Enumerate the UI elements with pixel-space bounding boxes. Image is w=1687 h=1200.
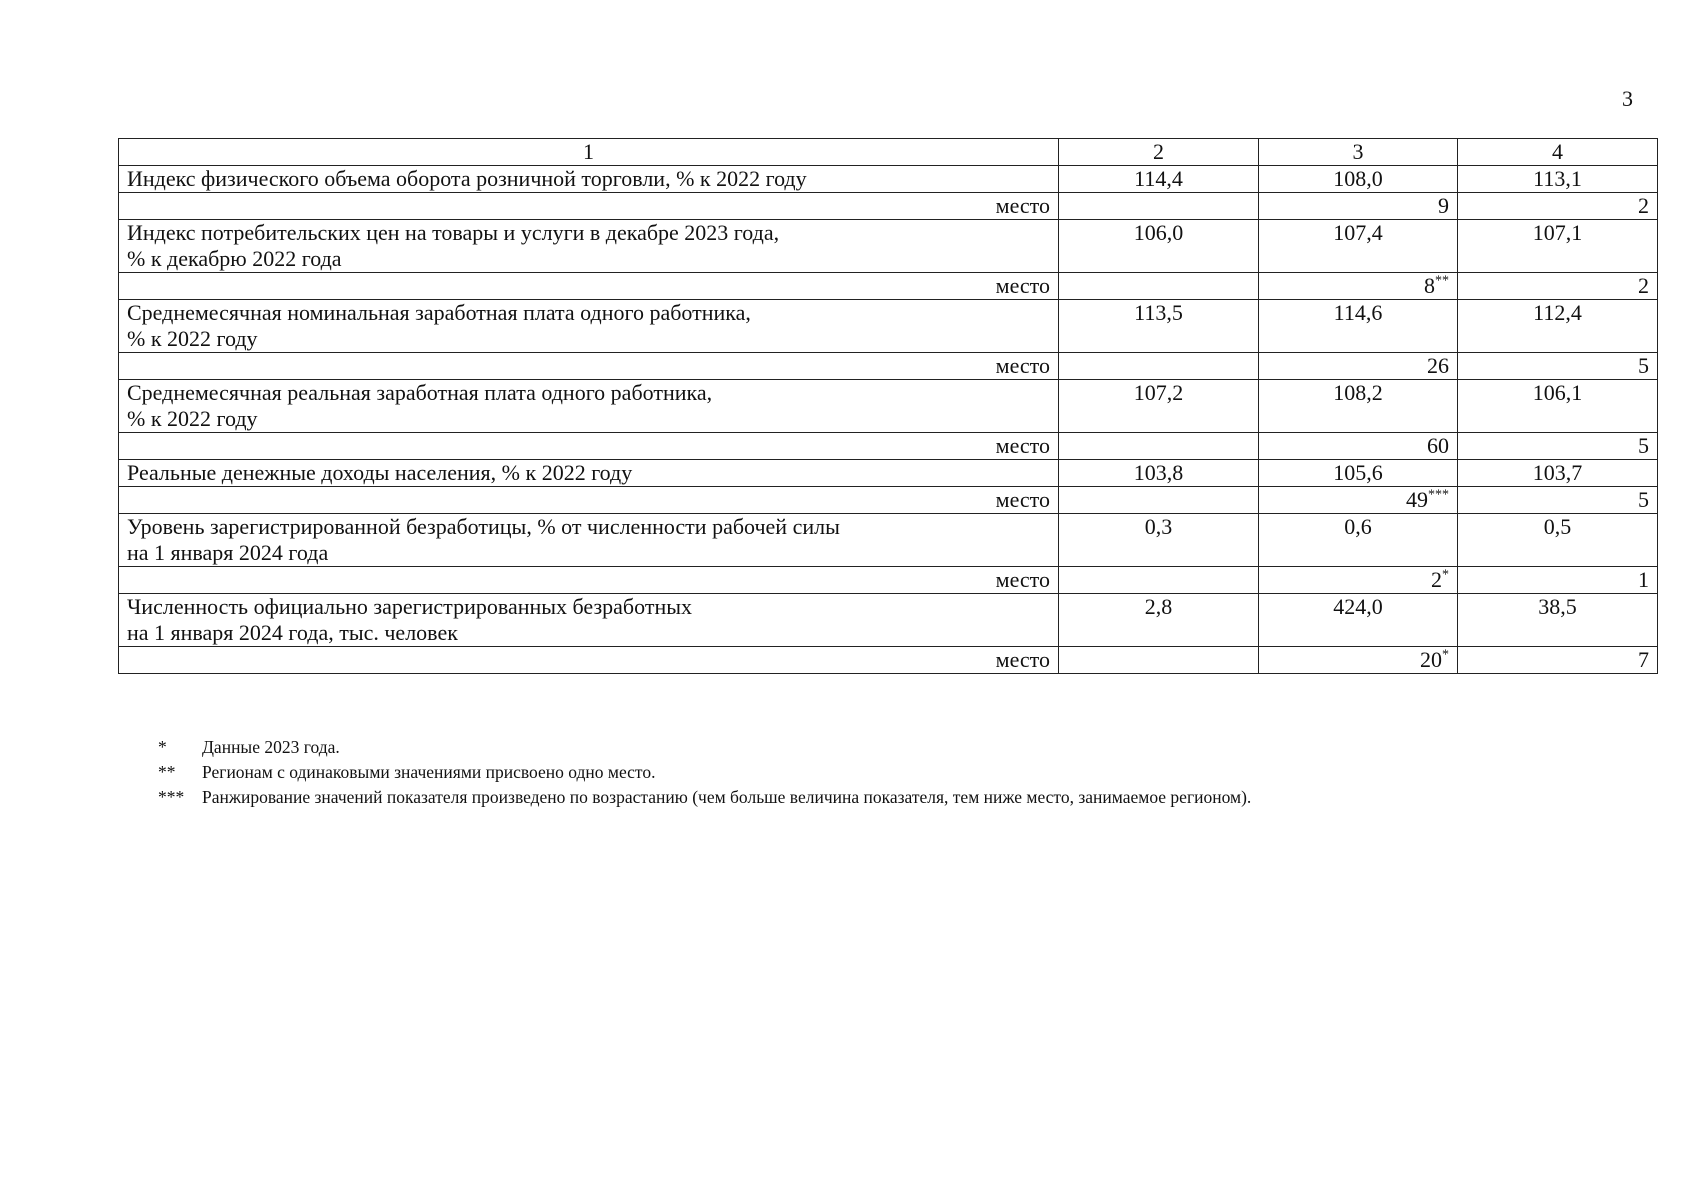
rank-col4: 5	[1458, 487, 1658, 514]
rank-label: место	[119, 273, 1059, 300]
rank-col3: 9	[1259, 193, 1458, 220]
footnote-text: Данные 2023 года.	[202, 737, 340, 757]
rank-col4: 2	[1458, 273, 1658, 300]
table-row	[119, 220, 1658, 273]
indicator-label: Численность официально зарегистрированных безработных на 1 января 2024 года, тыс. человек	[119, 594, 1059, 647]
indicator-label: Реальные денежные доходы населения, % к 2022 году	[119, 460, 1059, 487]
indicator-label: Индекс потребительских цен на товары и услуги в декабре 2023 года, % к декабрю 2022 года	[119, 220, 1059, 273]
rank-col2-empty	[1059, 353, 1259, 380]
value-col2: 113,5	[1059, 300, 1259, 353]
column-header: 2	[1059, 139, 1259, 166]
column-header: 4	[1458, 139, 1658, 166]
table-header-row	[119, 139, 1658, 166]
rank-col3: 2*	[1259, 567, 1458, 594]
rank-row	[119, 567, 1658, 594]
value-col3: 424,0	[1259, 594, 1458, 647]
value-col3: 108,2	[1259, 380, 1458, 433]
rank-col2-empty	[1059, 487, 1259, 514]
rank-col4: 1	[1458, 567, 1658, 594]
value-col2: 103,8	[1059, 460, 1259, 487]
value-col4: 107,1	[1458, 220, 1658, 273]
table-row	[119, 514, 1658, 567]
footnote-marker: ***	[1428, 487, 1449, 503]
rank-col2-empty	[1059, 433, 1259, 460]
rank-col3: 20*	[1259, 647, 1458, 674]
rank-row	[119, 273, 1658, 300]
column-header: 1	[119, 139, 1059, 166]
rank-label: место	[119, 487, 1059, 514]
footnotes	[158, 735, 1251, 810]
value-col4: 103,7	[1458, 460, 1658, 487]
rank-label: место	[119, 567, 1059, 594]
rank-row	[119, 433, 1658, 460]
indicator-label: Среднемесячная номинальная заработная плата одного работника, % к 2022 году	[119, 300, 1059, 353]
footnote-text: Ранжирование значений показателя произведено по возрастанию (чем больше величина показателя, тем ниже место, занимаемое регионом).	[202, 787, 1252, 807]
footnote-text: Регионам с одинаковыми значениями присвоено одно место.	[202, 762, 656, 782]
value-col2: 107,2	[1059, 380, 1259, 433]
rank-row	[119, 353, 1658, 380]
value-col4: 0,5	[1458, 514, 1658, 567]
value-col3: 114,6	[1259, 300, 1458, 353]
value-col3: 108,0	[1259, 166, 1458, 193]
footnote-marker: **	[1435, 273, 1449, 289]
footnote-marker: *	[1442, 647, 1449, 663]
rank-label: место	[119, 647, 1059, 674]
rank-row	[119, 193, 1658, 220]
value-col4: 38,5	[1458, 594, 1658, 647]
rank-col2-empty	[1059, 193, 1259, 220]
rank-col2-empty	[1059, 273, 1259, 300]
footnote	[158, 735, 1251, 760]
value-col2: 114,4	[1059, 166, 1259, 193]
value-col4: 106,1	[1458, 380, 1658, 433]
rank-label: место	[119, 433, 1059, 460]
statistics-table	[118, 138, 1658, 674]
value-col2: 106,0	[1059, 220, 1259, 273]
rank-col2-empty	[1059, 647, 1259, 674]
value-col4: 113,1	[1458, 166, 1658, 193]
indicator-label: Индекс физического объема оборота розничной торговли, % к 2022 году	[119, 166, 1059, 193]
rank-col4: 5	[1458, 353, 1658, 380]
rank-row	[119, 487, 1658, 514]
footnote-marker: *	[1442, 567, 1449, 583]
footnote-mark: **	[158, 762, 176, 782]
rank-col4: 5	[1458, 433, 1658, 460]
footnote-mark: *	[158, 737, 167, 757]
rank-label: место	[119, 193, 1059, 220]
footnote	[158, 785, 1251, 810]
table-row	[119, 594, 1658, 647]
indicator-label: Среднемесячная реальная заработная плата одного работника, % к 2022 году	[119, 380, 1059, 433]
value-col3: 107,4	[1259, 220, 1458, 273]
rank-col3: 8**	[1259, 273, 1458, 300]
rank-row	[119, 647, 1658, 674]
table-row	[119, 166, 1658, 193]
table-row	[119, 300, 1658, 353]
rank-col4: 2	[1458, 193, 1658, 220]
rank-col3: 49***	[1259, 487, 1458, 514]
rank-label: место	[119, 353, 1059, 380]
column-header: 3	[1259, 139, 1458, 166]
rank-col4: 7	[1458, 647, 1658, 674]
value-col3: 105,6	[1259, 460, 1458, 487]
page-number: 3	[1622, 86, 1633, 111]
value-col4: 112,4	[1458, 300, 1658, 353]
rank-col2-empty	[1059, 567, 1259, 594]
table-row	[119, 460, 1658, 487]
footnote	[158, 760, 1251, 785]
rank-col3: 26	[1259, 353, 1458, 380]
indicator-label: Уровень зарегистрированной безработицы, % от численности рабочей силы на 1 января 2024 года	[119, 514, 1059, 567]
value-col2: 0,3	[1059, 514, 1259, 567]
footnote-mark: ***	[158, 787, 185, 807]
value-col3: 0,6	[1259, 514, 1458, 567]
table-row	[119, 380, 1658, 433]
value-col2: 2,8	[1059, 594, 1259, 647]
rank-col3: 60	[1259, 433, 1458, 460]
